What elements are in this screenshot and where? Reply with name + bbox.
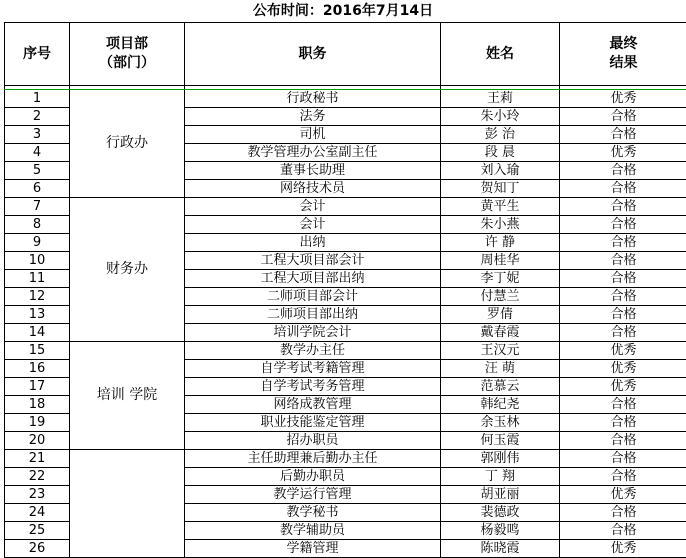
cell-result: 合格 (560, 450, 686, 468)
cell-name: 许 静 (441, 234, 560, 252)
cell-dept: 培训 学院 (70, 342, 185, 450)
cell-result: 合格 (560, 504, 686, 522)
cell-position: 招办职员 (185, 432, 441, 450)
cell-name: 汪 萌 (441, 360, 560, 378)
cell-name: 朱小燕 (441, 216, 560, 234)
cell-result: 合格 (560, 468, 686, 486)
cell-dept: 行政办 (70, 90, 185, 198)
cell-seq: 22 (5, 468, 70, 486)
cell-result: 合格 (560, 270, 686, 288)
header-position: 职务 (185, 23, 441, 86)
cell-result: 合格 (560, 180, 686, 198)
cell-name: 朱小玲 (441, 108, 560, 126)
header-result: 最终 结果 (560, 23, 686, 86)
cell-seq: 20 (5, 432, 70, 450)
cell-name: 刘入瑜 (441, 162, 560, 180)
cell-result: 优秀 (560, 540, 686, 558)
cell-position: 网络技术员 (185, 180, 441, 198)
cell-seq: 25 (5, 522, 70, 540)
cell-position: 法务 (185, 108, 441, 126)
cell-seq: 8 (5, 216, 70, 234)
cell-seq: 14 (5, 324, 70, 342)
cell-name: 丁 翔 (441, 468, 560, 486)
cell-result: 合格 (560, 432, 686, 450)
cell-seq: 13 (5, 306, 70, 324)
cell-position: 自学考试考务管理 (185, 378, 441, 396)
cell-seq: 24 (5, 504, 70, 522)
cell-name: 范慕云 (441, 378, 560, 396)
cell-seq: 10 (5, 252, 70, 270)
cell-name: 郭刚伟 (441, 450, 560, 468)
cell-position: 教学运行管理 (185, 486, 441, 504)
cell-position: 教学秘书 (185, 504, 441, 522)
cell-result: 合格 (560, 198, 686, 216)
header-row (5, 23, 686, 86)
cell-seq: 6 (5, 180, 70, 198)
cell-name: 罗倩 (441, 306, 560, 324)
cell-name: 王莉 (441, 90, 560, 108)
cell-position: 主任助理兼后勤办主任 (185, 450, 441, 468)
cell-position: 出纳 (185, 234, 441, 252)
cell-position: 自学考试考籍管理 (185, 360, 441, 378)
cell-dept (70, 450, 185, 558)
cell-position: 会计 (185, 216, 441, 234)
cell-seq: 17 (5, 378, 70, 396)
cell-position: 学籍管理 (185, 540, 441, 558)
publish-date-title: 公布时间：2016年7月14日 (0, 0, 686, 22)
cell-name: 贺知丁 (441, 180, 560, 198)
cell-result: 合格 (560, 306, 686, 324)
cell-result: 合格 (560, 414, 686, 432)
cell-name: 李丁妮 (441, 270, 560, 288)
cell-result: 优秀 (560, 360, 686, 378)
table-row (5, 198, 686, 216)
cell-name: 王汉元 (441, 342, 560, 360)
cell-result: 合格 (560, 234, 686, 252)
cell-position: 会计 (185, 198, 441, 216)
table-body (5, 90, 686, 558)
cell-position: 教学办主任 (185, 342, 441, 360)
cell-name: 余玉林 (441, 414, 560, 432)
cell-position: 行政秘书 (185, 90, 441, 108)
cell-name: 韩纪尧 (441, 396, 560, 414)
cell-position: 网络成教管理 (185, 396, 441, 414)
cell-result: 优秀 (560, 144, 686, 162)
cell-result: 优秀 (560, 378, 686, 396)
table-row (5, 342, 686, 360)
cell-seq: 15 (5, 342, 70, 360)
cell-result: 优秀 (560, 486, 686, 504)
cell-seq: 7 (5, 198, 70, 216)
cell-name: 段 晨 (441, 144, 560, 162)
cell-position: 教学辅助员 (185, 522, 441, 540)
cell-seq: 16 (5, 360, 70, 378)
cell-seq: 2 (5, 108, 70, 126)
results-table (4, 22, 686, 558)
cell-name: 杨毅鸣 (441, 522, 560, 540)
cell-result: 合格 (560, 216, 686, 234)
cell-seq: 4 (5, 144, 70, 162)
cell-seq: 1 (5, 90, 70, 108)
cell-position: 教学管理办公室副主任 (185, 144, 441, 162)
cell-position: 司机 (185, 126, 441, 144)
cell-name: 付慧兰 (441, 288, 560, 306)
header-seq: 序号 (5, 23, 70, 86)
cell-name: 何玉霞 (441, 432, 560, 450)
cell-result: 合格 (560, 324, 686, 342)
header-dept: 项目部 （部门） (70, 23, 185, 86)
header-name: 姓名 (441, 23, 560, 86)
cell-result: 合格 (560, 126, 686, 144)
cell-seq: 12 (5, 288, 70, 306)
cell-seq: 21 (5, 450, 70, 468)
cell-result: 优秀 (560, 342, 686, 360)
cell-position: 工程大项目部会计 (185, 252, 441, 270)
cell-position: 培训学院会计 (185, 324, 441, 342)
cell-position: 职业技能鉴定管理 (185, 414, 441, 432)
cell-result: 优秀 (560, 90, 686, 108)
cell-result: 合格 (560, 108, 686, 126)
cell-result: 合格 (560, 522, 686, 540)
cell-result: 合格 (560, 162, 686, 180)
table-row (5, 450, 686, 468)
cell-name: 裴德政 (441, 504, 560, 522)
table-row (5, 90, 686, 108)
cell-name: 黄平生 (441, 198, 560, 216)
cell-dept: 财务办 (70, 198, 185, 342)
cell-name: 周桂华 (441, 252, 560, 270)
cell-result: 合格 (560, 396, 686, 414)
cell-seq: 26 (5, 540, 70, 558)
cell-name: 胡亚丽 (441, 486, 560, 504)
cell-seq: 5 (5, 162, 70, 180)
cell-position: 董事长助理 (185, 162, 441, 180)
cell-result: 合格 (560, 288, 686, 306)
cell-position: 后勤办职员 (185, 468, 441, 486)
cell-position: 工程大项目部出纳 (185, 270, 441, 288)
cell-position: 二师项目部会计 (185, 288, 441, 306)
cell-seq: 18 (5, 396, 70, 414)
cell-seq: 23 (5, 486, 70, 504)
cell-name: 陈晓霞 (441, 540, 560, 558)
cell-seq: 9 (5, 234, 70, 252)
cell-seq: 11 (5, 270, 70, 288)
cell-name: 彭 治 (441, 126, 560, 144)
cell-seq: 3 (5, 126, 70, 144)
cell-result: 合格 (560, 252, 686, 270)
cell-position: 二师项目部出纳 (185, 306, 441, 324)
cell-seq: 19 (5, 414, 70, 432)
cell-name: 戴春霞 (441, 324, 560, 342)
